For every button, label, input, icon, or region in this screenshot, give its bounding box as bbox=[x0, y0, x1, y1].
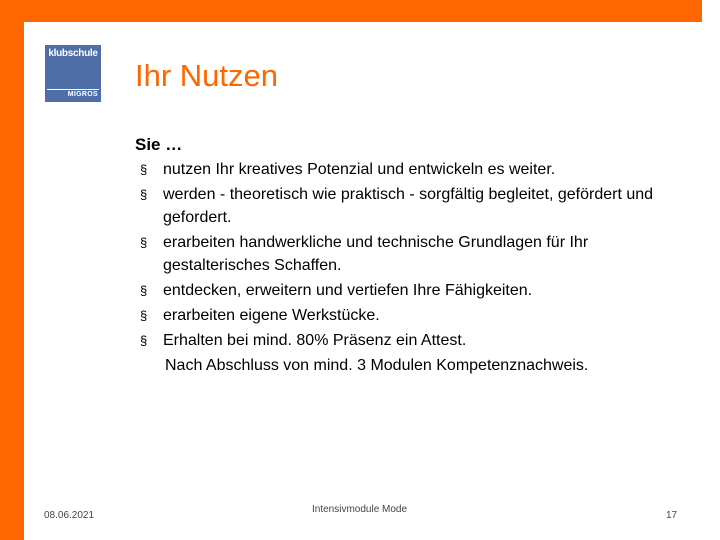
bullet-text: nutzen Ihr kreatives Potenzial und entwickeln es weiter. bbox=[163, 161, 556, 178]
bullet-text: Erhalten bei mind. 80% Präsenz ein Attest. bbox=[163, 332, 467, 349]
top-orange-bar bbox=[0, 0, 702, 22]
bullet-text: erarbeiten handwerkliche und technische Grundlagen für Ihr gestalterisches Schaffen. bbox=[163, 234, 589, 274]
logo-divider bbox=[47, 89, 99, 90]
benefit-list bbox=[135, 158, 695, 352]
slide-content bbox=[135, 133, 695, 377]
logo-top-text: klubschule bbox=[48, 48, 98, 59]
bullet-icon: § bbox=[140, 283, 148, 298]
bullet-icon: § bbox=[140, 235, 148, 250]
list-item bbox=[135, 158, 695, 181]
logo-bottom-text: MIGROS bbox=[67, 91, 98, 98]
left-orange-bar bbox=[0, 0, 24, 540]
klubschule-migros-logo bbox=[45, 45, 101, 102]
completion-note: Nach Abschluss von mind. 3 Modulen Kompetenznachweis. bbox=[165, 357, 589, 374]
bullet-text: entdecken, erweitern und vertiefen Ihre Fähigkeiten. bbox=[163, 282, 533, 299]
slide-title: Ihr Nutzen bbox=[135, 58, 279, 93]
footer-title: Intensivmodule Mode bbox=[312, 504, 408, 515]
list-item bbox=[135, 231, 695, 277]
list-item bbox=[135, 183, 695, 229]
bullet-icon: § bbox=[140, 187, 148, 202]
bullet-text: werden - theoretisch wie praktisch - sorgfältig begleitet, gefördert und gefordert. bbox=[163, 186, 654, 226]
bullet-icon: § bbox=[140, 308, 148, 323]
bullet-text: erarbeiten eigene Werkstücke. bbox=[163, 307, 380, 324]
intro-text: Sie … bbox=[135, 135, 183, 154]
bullet-icon: § bbox=[140, 162, 148, 177]
page-number: 17 bbox=[666, 510, 678, 521]
list-item bbox=[135, 279, 695, 302]
bullet-icon: § bbox=[140, 333, 148, 348]
list-item bbox=[135, 329, 695, 352]
footer-date: 08.06.2021 bbox=[44, 510, 95, 521]
list-item bbox=[135, 304, 695, 327]
